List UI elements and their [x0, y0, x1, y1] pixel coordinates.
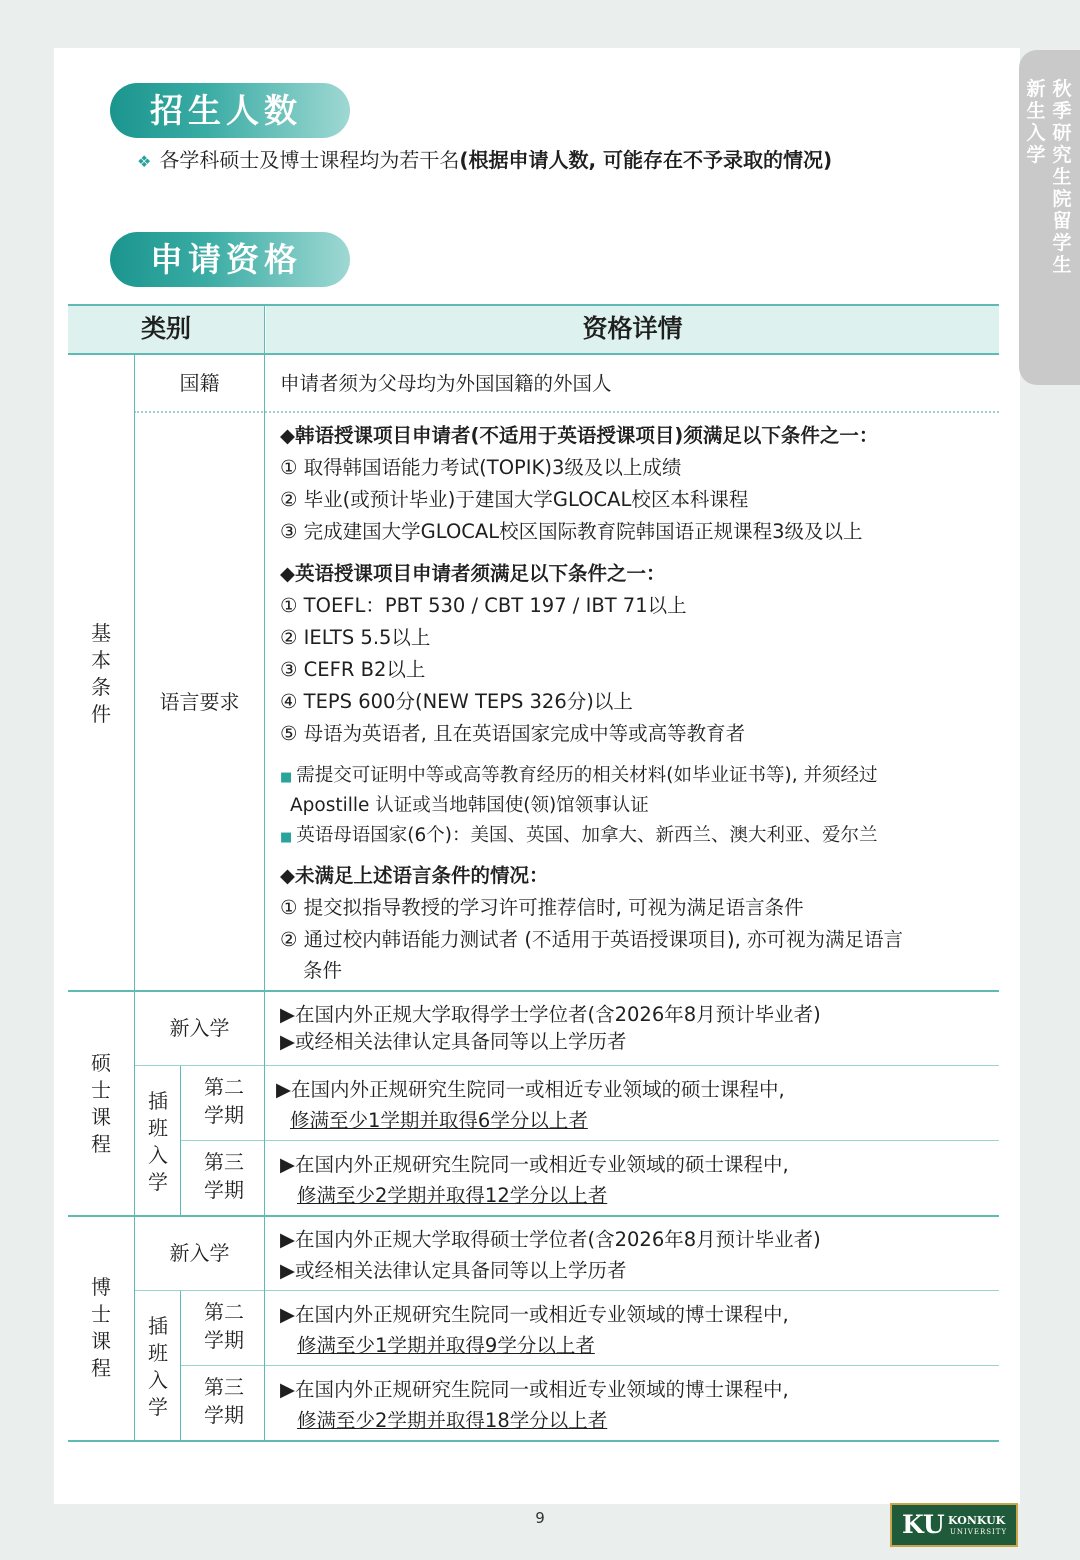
- en-title: ◆英语授课项目申请者须满足以下条件之一：: [280, 562, 666, 585]
- square-bullet-icon: ■: [280, 770, 293, 785]
- table-header-category: 类别: [68, 305, 264, 353]
- note-2: [280, 820, 878, 854]
- table-vline-doctor-sem: [180, 1291, 181, 1441]
- doctor-sem2-label: 第二学期: [204, 1300, 244, 1352]
- doctor-sem3-line2: 修满至少2学期并取得18学分以上者: [297, 1409, 608, 1432]
- section-heading-enrollment: 招生人数: [110, 83, 350, 138]
- square-bullet-icon: ■: [280, 830, 293, 845]
- group-doctor: 博士课程: [91, 1275, 111, 1380]
- en-item-4: ④ TEPS 600分(NEW TEPS 326分)以上: [280, 690, 633, 713]
- master-bottom-line: [68, 1215, 999, 1217]
- table-vline-master-sem: [180, 1066, 181, 1216]
- master-sem3-line2: 修满至少2学期并取得12学分以上者: [297, 1184, 608, 1207]
- doctor-new-line2: ▶或经相关法律认定具备同等以上学历者: [280, 1259, 627, 1282]
- basic-bottom-line: [68, 990, 999, 992]
- logo-name: KONKUK: [948, 1514, 1006, 1527]
- doctor-new-line1: ▶在国内外正规大学取得硕士学位者(含2026年8月预计毕业者): [280, 1228, 821, 1251]
- note-1: [280, 760, 878, 794]
- diamond-bullet-icon: ❖: [137, 152, 152, 171]
- doctor-transfer-label: 插班入学: [148, 1314, 168, 1419]
- en-item-5: ⑤ 母语为英语者, 且在英语国家完成中等或高等教育者: [280, 722, 746, 745]
- note-1-line1: 需提交可证明中等或高等教育经历的相关材料(如毕业证书等), 并须经过: [296, 765, 878, 786]
- master-sem2-line1: ▶在国内外正规研究生院同一或相近专业领域的硕士课程中,: [276, 1078, 785, 1101]
- group-master: 硕士课程: [91, 1051, 111, 1156]
- side-tab-col2: 秋季研究生院 留学生: [1052, 78, 1072, 276]
- side-tab-col1: 新生入学: [1026, 78, 1046, 166]
- doctor-new-label: 新入学: [169, 1241, 230, 1265]
- section-heading-eligibility: 申请资格: [110, 232, 350, 287]
- unmet-title: ◆未满足上述语言条件的情况：: [280, 864, 549, 887]
- table-vline-group: [134, 354, 135, 1441]
- en-item-3: ③ CEFR B2以上: [280, 658, 426, 681]
- doctor-sem2-line2: 修满至少1学期并取得9学分以上者: [297, 1334, 595, 1357]
- master-new-line1: ▶在国内外正规大学取得学士学位者(含2026年8月预计毕业者): [280, 1003, 821, 1026]
- ko-item-3: ③ 完成建国大学GLOCAL校区国际教育院韩国语正规课程3级及以上: [280, 520, 863, 543]
- nationality-text: 申请者须为父母均为外国国籍的外国人: [280, 372, 612, 395]
- unmet-item-1: ① 提交拟指导教授的学习许可推荐信时, 可视为满足语言条件: [280, 896, 804, 919]
- master-sem3-line1: ▶在国内外正规研究生院同一或相近专业领域的硕士课程中,: [280, 1153, 789, 1176]
- group-basic: 基本条件: [91, 621, 111, 726]
- master-new-line2: ▶或经相关法律认定具备同等以上学历者: [280, 1030, 627, 1053]
- master-transfer-label: 插班入学: [148, 1089, 168, 1194]
- nationality-label: 国籍: [179, 371, 220, 395]
- table-top-line: [68, 304, 999, 306]
- master-sem-divider: [180, 1140, 999, 1141]
- unmet-item-2: ② 通过校内韩语能力测试者 (不适用于英语授课项目), 亦可视为满足语言: [280, 928, 903, 951]
- en-item-1: ① TOEFL：PBT 530 / CBT 197 / IBT 71以上: [280, 594, 687, 617]
- table-header-bottom-line: [68, 353, 999, 355]
- enrollment-note-normal: 各学科硕士及博士课程均为若干名: [159, 148, 460, 172]
- side-tab: [1019, 50, 1080, 385]
- master-sem2-label: 第二学期: [204, 1075, 244, 1127]
- page-number: 9: [535, 1509, 545, 1527]
- konkuk-logo: [890, 1503, 1018, 1547]
- en-item-2: ② IELTS 5.5以上: [280, 626, 431, 649]
- ko-item-1: ① 取得韩国语能力考试(TOPIK)3级及以上成绩: [280, 456, 682, 479]
- ko-item-2: ② 毕业(或预计毕业)于建国大学GLOCAL校区本科课程: [280, 488, 749, 511]
- master-new-label: 新入学: [169, 1016, 230, 1040]
- unmet-item-2-cont: 条件: [303, 959, 343, 982]
- master-sem2-line2: 修满至少1学期并取得6学分以上者: [290, 1109, 588, 1132]
- doctor-sem-divider: [180, 1365, 999, 1366]
- table-bottom-line: [68, 1440, 999, 1442]
- master-sem3-label: 第三学期: [204, 1150, 244, 1202]
- logo-sub: UNIVERSITY: [950, 1528, 1008, 1536]
- ko-title: ◆韩语授课项目申请者(不适用于英语授课项目)须满足以下条件之一：: [280, 424, 879, 447]
- language-label: 语言要求: [159, 690, 240, 714]
- enrollment-note-bold: (根据申请人数, 可能存在不予录取的情况): [459, 148, 833, 172]
- doctor-sem3-line1: ▶在国内外正规研究生院同一或相近专业领域的博士课程中,: [280, 1378, 789, 1401]
- note-1-cont: Apostille 认证或当地韩国使(领)馆领事认证: [290, 795, 649, 816]
- enrollment-note: [137, 145, 832, 177]
- note-2-text: 英语母语国家(6个)：美国、英国、加拿大、新西兰、澳大利亚、爱尔兰: [296, 825, 878, 846]
- table-header-detail: 资格详情: [266, 305, 999, 353]
- table-vline-detail: [264, 305, 265, 1441]
- doctor-sem2-line1: ▶在国内外正规研究生院同一或相近专业领域的博士课程中,: [280, 1303, 789, 1326]
- logo-ku: KU: [902, 1510, 945, 1539]
- doctor-sem3-label: 第三学期: [204, 1375, 244, 1427]
